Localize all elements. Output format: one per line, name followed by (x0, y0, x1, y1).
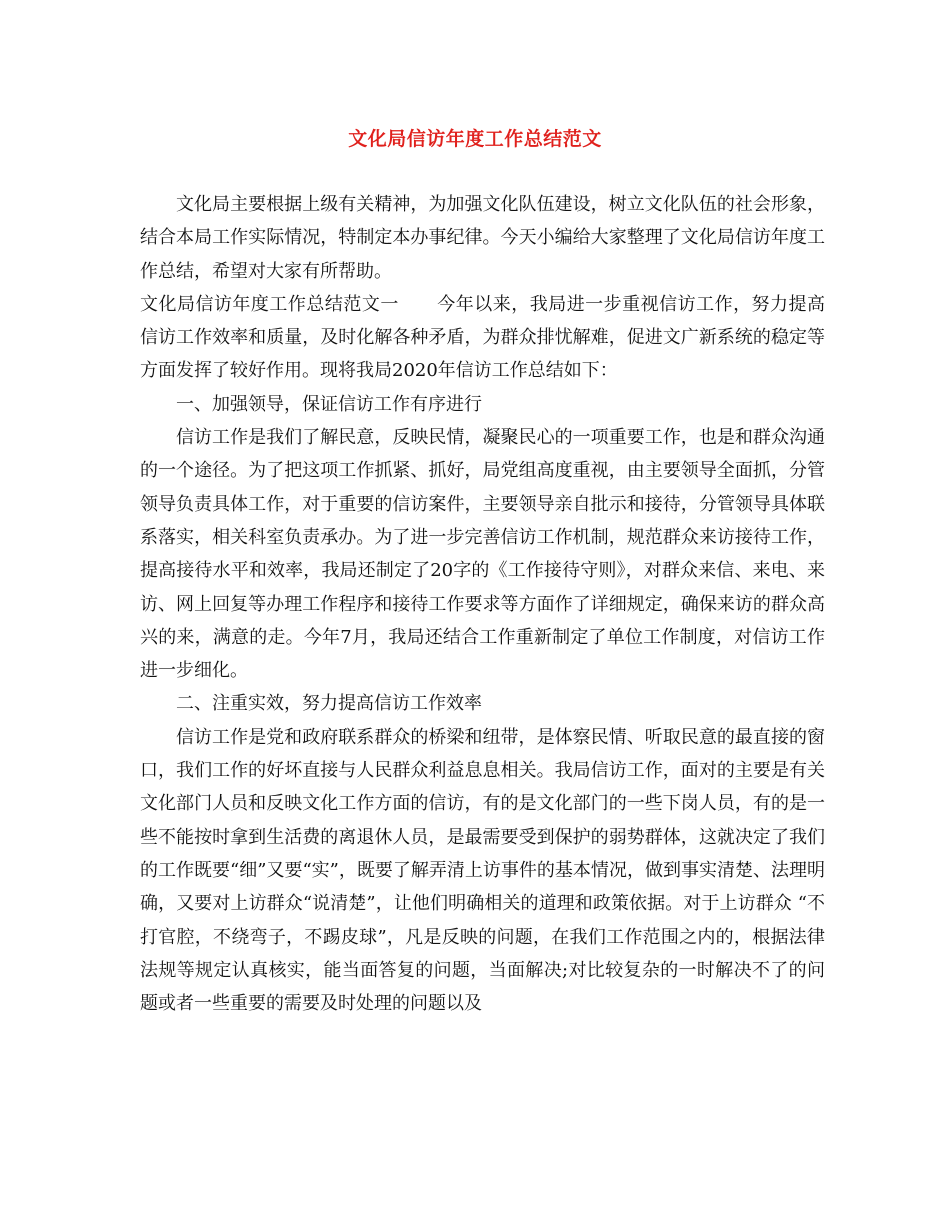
section-lead-text: 今年以来，我局进一步重视信访工作，努力提高信访工作效率和质量，及时化解各种矛盾，为群众排忧解难，促进文广新系统的稳定等方面发挥了较好作用。现将我局2020年信访工作总结如下： (140, 293, 826, 382)
heading-two: 二、注重实效，努力提高信访工作效率 (176, 693, 482, 715)
intro-paragraph: 文化局主要根据上级有关精神，为加强文化队伍建设，树立文化队伍的社会形象，结合本局工作实际情况，特制定本办事纪律。今天小编给大家整理了文化局信访年度工作总结，希望对大家有所帮助。 (140, 194, 825, 282)
paragraph-two: 信访工作是党和政府联系群众的桥梁和纽带，是体察民情、听取民意的最直接的窗口，我们工作的好坏直接与人民群众利益息息相关。我局信访工作，面对的主要是有关文化部门人员和反映文化工作方面的信访，有的是文化部门的一些下岗人员，有的是一些不能按时拿到生活费的离退休人员，是最需要受到保护的弱势群体，这就决定了我们的工作既要“细”又要“实”，既要了解弄清上访事件的基本情况，做到事实清楚、法理明确，又要对上访群众“说清楚”，让他们明确相关的道理和政策依据。对于上访群众 “不打官腔，不绕弯子，不踢皮球”，凡是反映的问题，在我们工作范围之内的，根据法律法规等规定认真核实，能当面答复的问题，当面解决;对比较复杂的一时解决不了的问题或者一些重要的需要及时处理的问题以及 (140, 726, 825, 1015)
section-lead-paragraph (140, 288, 825, 388)
heading-one: 一、加强领导，保证信访工作有序进行 (176, 393, 482, 415)
document-body (140, 188, 825, 1020)
paragraph-one: 信访工作是我们了解民意，反映民情，凝聚民心的一项重要工作，也是和群众沟通的一个途径。为了把这项工作抓紧、抓好，局党组高度重视，由主要领导全面抓，分管领导负责具体工作，对于重要的信访案件，主要领导亲自批示和接待，分管领导具体联系落实，相关科室负责承办。为了进一步完善信访工作机制，规范群众来访接待工作，提高接待水平和效率，我局还制定了20字的《工作接待守则》，对群众来信、来电、来访、网上回复等办理工作程序和接待工作要求等方面作了详细规定，确保来访的群众高兴的来，满意的走。今年7月，我局还结合工作重新制定了单位工作制度，对信访工作进一步细化。 (140, 427, 825, 682)
document-title: 文化局信访年度工作总结范文 (348, 128, 602, 150)
section-label: 文化局信访年度工作总结范文一 (140, 293, 399, 315)
